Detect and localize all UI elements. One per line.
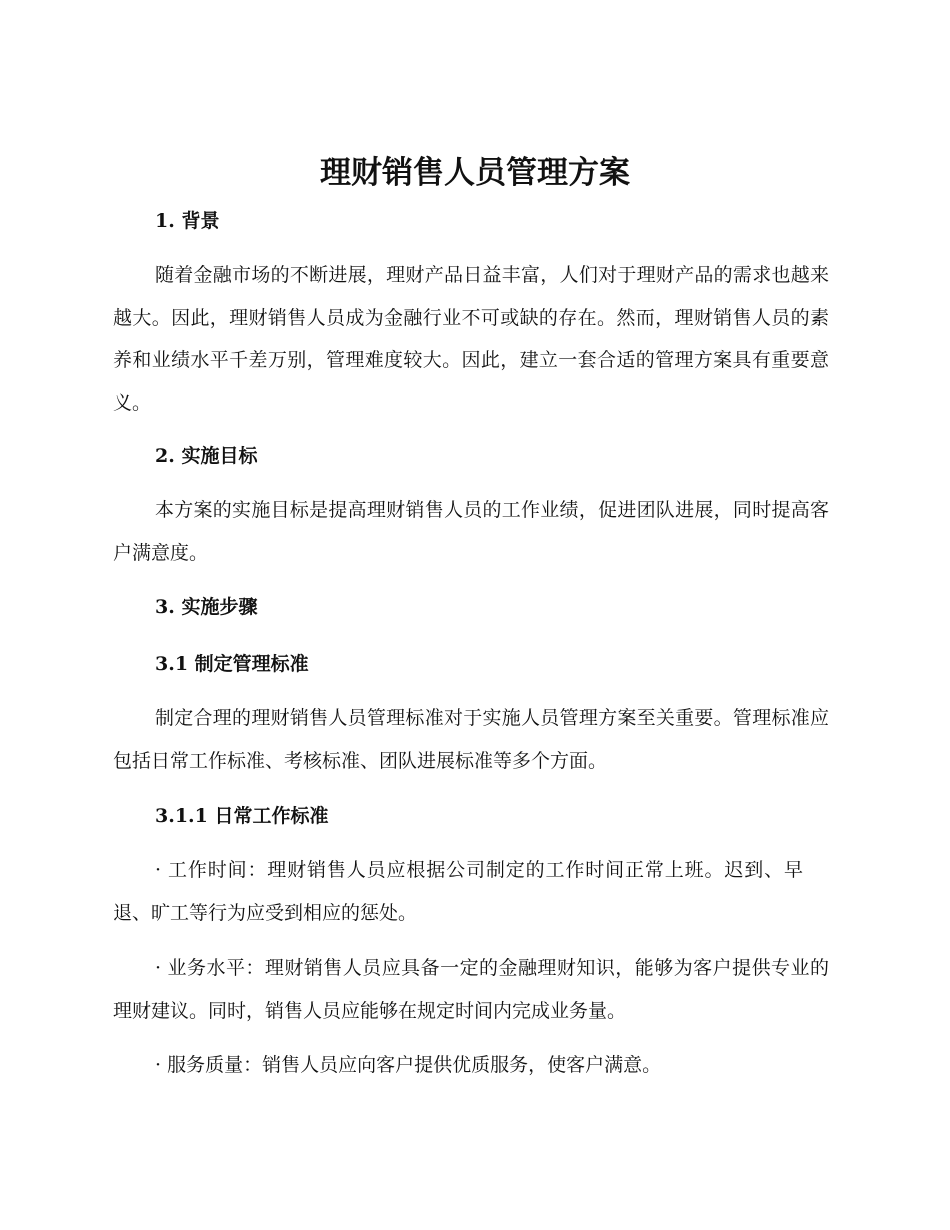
- section-3-1-1-heading: 3.1.1 日常工作标准: [155, 805, 329, 827]
- section-2-paragraph: 本方案的实施目标是提高理财销售人员的工作业绩，促进团队进展，同时提高客户满意度。: [113, 499, 829, 564]
- bullet-service-quality: · 服务质量：销售人员应向客户提供优质服务，使客户满意。: [155, 1054, 662, 1076]
- section-1-paragraph: 随着金融市场的不断进展，理财产品日益丰富，人们对于理财产品的需求也越来越大。因此，理财销售人员成为金融行业不可或缺的存在。然而，理财销售人员的素养和业绩水平千差万别，管理难度较大。因此，建立一套合适的管理方案具有重要意义。: [113, 264, 829, 414]
- bullet-business-level: · 业务水平：理财销售人员应具备一定的金融理财知识，能够为客户提供专业的理财建议。同时，销售人员应能够在规定时间内完成业务量。: [113, 957, 829, 1022]
- document-title: 理财销售人员管理方案: [320, 155, 630, 191]
- bullet-work-time: · 工作时间：理财销售人员应根据公司制定的工作时间正常上班。迟到、早退、旷工等行为应受到相应的惩处。: [113, 859, 803, 924]
- section-1-heading: 1. 背景: [155, 210, 220, 232]
- section-2-heading: 2. 实施目标: [155, 445, 258, 467]
- section-3-1-heading: 3.1 制定管理标准: [155, 653, 309, 675]
- section-3-heading: 3. 实施步骤: [155, 596, 258, 618]
- section-3-1-paragraph: 制定合理的理财销售人员管理标准对于实施人员管理方案至关重要。管理标准应包括日常工作标准、考核标准、团队进展标准等多个方面。: [113, 707, 829, 772]
